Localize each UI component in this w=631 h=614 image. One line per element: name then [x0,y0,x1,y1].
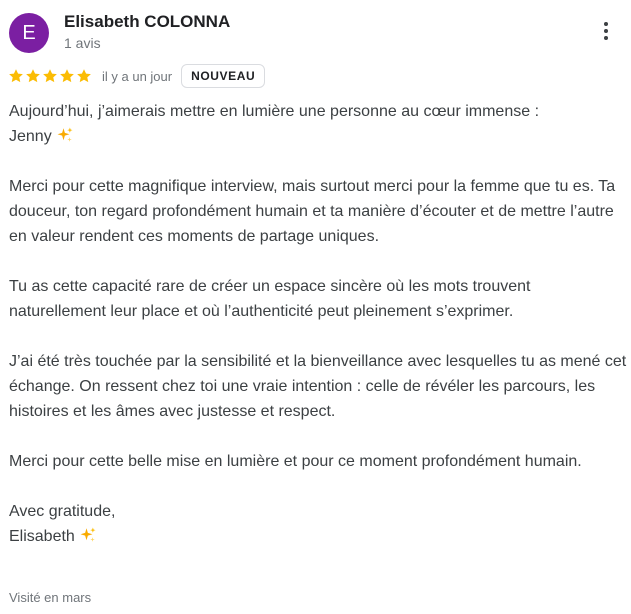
rating-row [8,64,265,88]
avatar[interactable]: E [9,13,49,53]
review-paragraph: J’ai été très touchée par la sensibilité et la bienveillance avec lesquelles tu as mené cet échange. On ressent chez toi une vraie intention : celle de révéler les parcours, les histoires et les âmes avec justesse et respect. [9,353,627,420]
star-icon [8,68,24,84]
review-count: 1 avis [64,35,101,51]
star-icon [42,68,58,84]
review-paragraph: Aujourd’hui, j’aimerais mettre en lumière une personne au cœur immense : [9,103,540,120]
review-date: il y a un jour [102,68,173,84]
visit-date: Visité en mars [9,590,92,605]
sparkles-icon [56,126,74,144]
review-text [9,99,627,549]
review-paragraph: Merci pour cette magnifique interview, mais surtout merci pour la femme que tu es. Ta douceur, ton regard profondément humain et ta manière d’écouter et de mettre l’autre en valeur rendent ces moments de partage uniques. [9,178,616,245]
new-badge: NOUVEAU [181,64,265,88]
review-paragraph [9,124,627,149]
review-paragraph: Tu as cette capacité rare de créer un espace sincère où les mots trouvent naturellement leur place et où l’authenticité peut pleinement s’exprimer. [9,278,531,320]
review-paragraph [9,524,627,549]
star-icon [59,68,75,84]
review-signature: Elisabeth [9,528,75,545]
star-rating [8,68,93,84]
review-paragraph-text: Jenny [9,128,52,145]
more-vertical-icon[interactable] [596,20,616,48]
star-icon [25,68,41,84]
star-icon [76,68,92,84]
author-name[interactable]: Elisabeth COLONNA [64,12,231,31]
review-paragraph: Merci pour cette belle mise en lumière et pour ce moment profondément humain. [9,453,582,470]
sparkles-icon [79,526,97,544]
review-paragraph: Avec gratitude, [9,503,116,520]
